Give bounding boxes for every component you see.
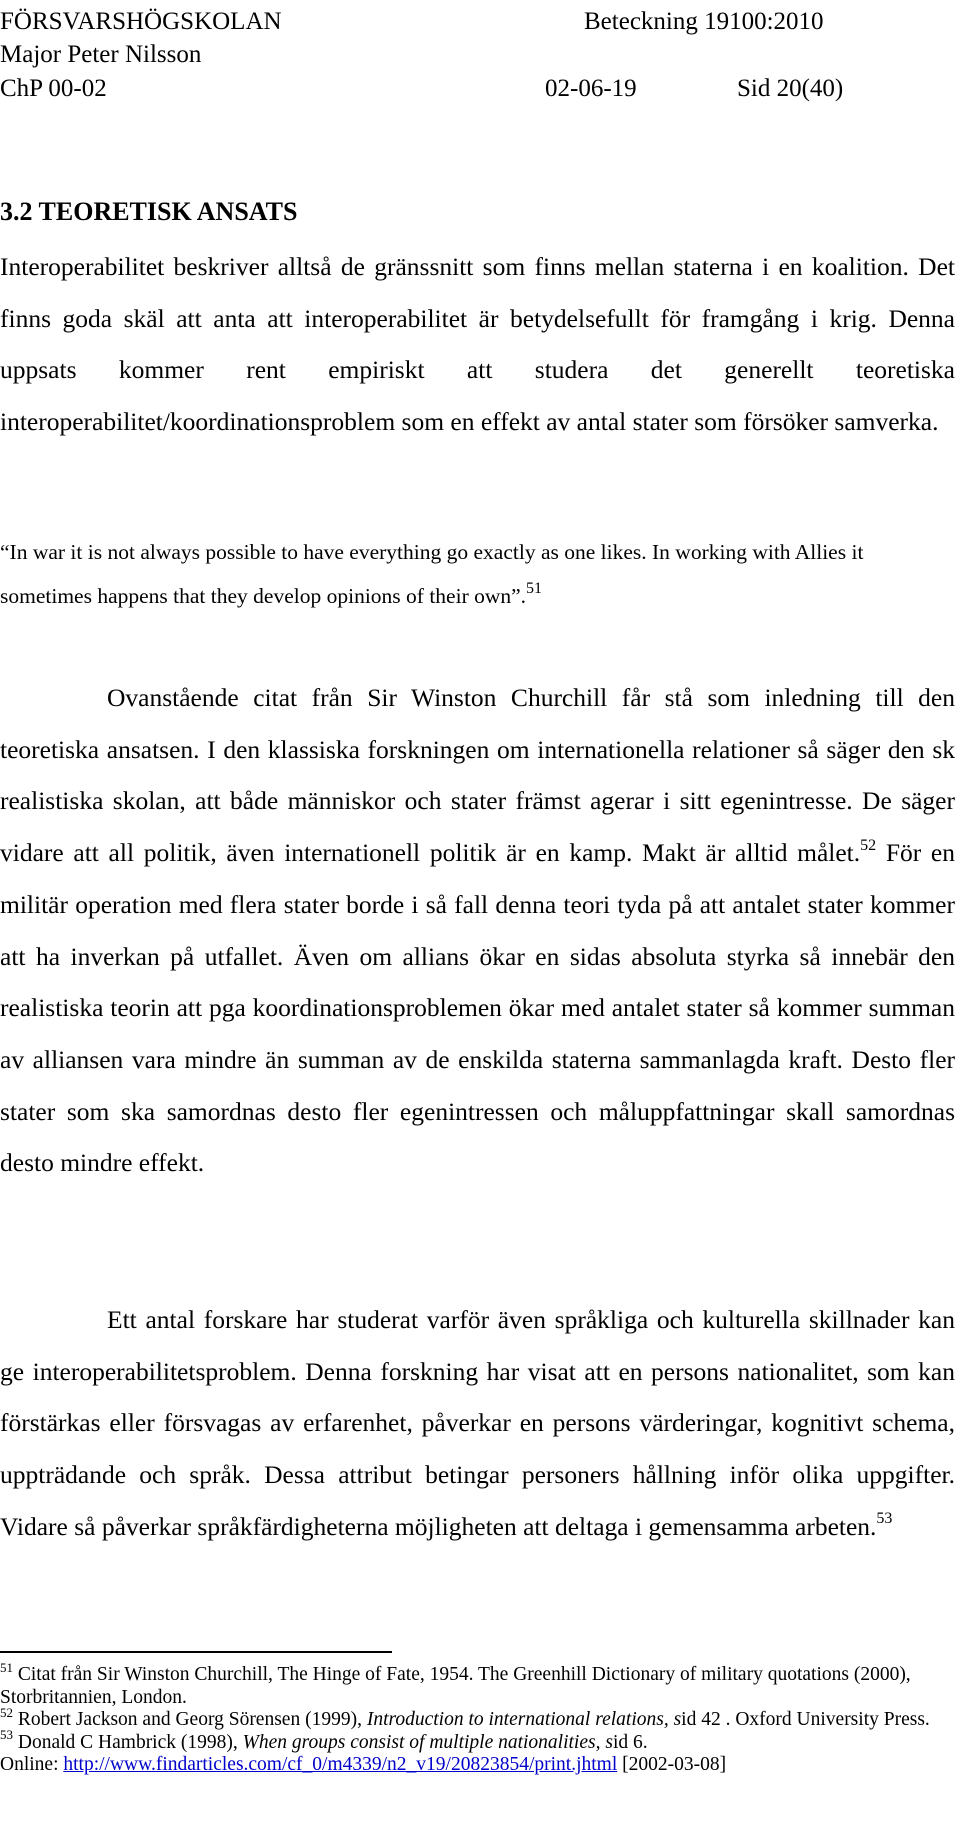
paragraph-realism-part2: För en militär operation med flera stater borde i så fall denna teori tyda på att antalet stater kommer att ha inverkan på utfallet. Även om allians ökar en sidas absoluta styrka så innebär den realistiska teorin att pga koordinationsproblemen ökar med antalet stater så kommer summan av alliansen vara mindre än summan av de enskilda staterna sammanlagda kraft. Desto fler stater som ska samordnas desto fler egenintressen och måluppfattningar skall samordnas desto mindre effekt. <box>0 838 955 1178</box>
paragraph-intro: Interoperabilitet beskriver alltså de gränssnitt som finns mellan staterna i en koalition. Det finns goda skäl att anta att interoperabilitet är betydelsefullt för framgång i krig. Denna uppsats kommer rent empiriskt att studera det generellt teoretiska interoperabilitet/koordinationsproblem som en effekt av antal stater som försöker samverka. <box>0 252 955 437</box>
footnote-text-tail: id 6. <box>612 1731 648 1753</box>
footnote-text: Citat från Sir Winston Churchill, The Hinge of Fate, 1954. The Greenhill Dictionary of military quotations (2000), Storbritannien, London. <box>0 1664 911 1708</box>
online-label: Online: <box>0 1754 64 1775</box>
header-designation: Beteckning 19100:2010 <box>584 8 824 35</box>
header-author: Major Peter Nilsson <box>0 41 202 68</box>
paragraph-realism <box>0 672 955 1189</box>
paragraph-realism-part1: Ovanstående citat från Sir Winston Churchill får stå som inledning till den teoretiska ansatsen. I den klassiska forskningen om internationella relationer så säger den sk realistiska skolan, att både människor och stater främst agerar i sitt egenintresse. De säger vidare att all politik, även internationell politik är en kamp. Makt är alltid målet. <box>0 683 955 868</box>
header-page-number: Sid 20(40) <box>737 75 844 102</box>
footnote-separator <box>0 1651 392 1653</box>
footnote-51 <box>0 1659 955 1709</box>
section-title: 3.2 TEORETISK ANSATS <box>0 197 298 226</box>
footnote-article-title: When groups consist of multiple nationalities, s <box>242 1731 613 1753</box>
footnote-ref-52[interactable]: 52 <box>860 836 877 854</box>
header-org: FÖRSVARSHÖGSKOLAN <box>0 8 282 35</box>
churchill-quote <box>0 530 955 618</box>
header-course: ChP 00-02 <box>0 75 107 102</box>
footnote-text: Robert Jackson and Georg Sörensen (1999), <box>17 1709 367 1730</box>
footnote-number: 51 <box>0 1659 13 1675</box>
source-link[interactable]: http://www.findarticles.com/cf_0/m4339/n2_v19/20823854/print.jhtml <box>63 1754 618 1775</box>
footnote-number: 52 <box>0 1704 13 1720</box>
quote-text: “In war it is not always possible to have everything go exactly as one likes. In working with Allies it sometimes happens that they develop opinions of their own”. <box>0 540 864 608</box>
paragraph-culture <box>0 1294 955 1553</box>
footnote-text: Donald C Hambrick (1998), <box>17 1731 243 1753</box>
footnote-number: 53 <box>0 1727 13 1742</box>
header-date: 02-06-19 <box>545 75 637 102</box>
footnote-53 <box>0 1727 955 1755</box>
footnote-text-tail: id 42 . Oxford University Press. <box>681 1709 930 1730</box>
footnote-book-title: Introduction to international relations, s <box>366 1709 682 1730</box>
paragraph-culture-text: Ett antal forskare har studerat varför även språkliga och kulturella skillnader kan ge interoperabilitetsproblem. Denna forskning har visat att en persons nationalitet, som kan förstärkas eller försvagas av erfarenhet, påverkar en persons värderingar, kognitivt schema, uppträdande och språk. Dessa attribut betingar personers hållning inför olika uppgifter. Vidare så påverkar språkfärdigheterna möjligheten att deltaga i gemensamma arbeten. <box>0 1305 955 1541</box>
footnotes <box>0 1659 955 1777</box>
footnote-ref-51[interactable]: 51 <box>526 579 543 597</box>
footnote-53-online <box>0 1754 955 1777</box>
footnote-ref-53[interactable]: 53 <box>876 1510 893 1528</box>
accessed-date: [2002-03-08] <box>617 1754 727 1775</box>
footnote-52 <box>0 1704 955 1732</box>
